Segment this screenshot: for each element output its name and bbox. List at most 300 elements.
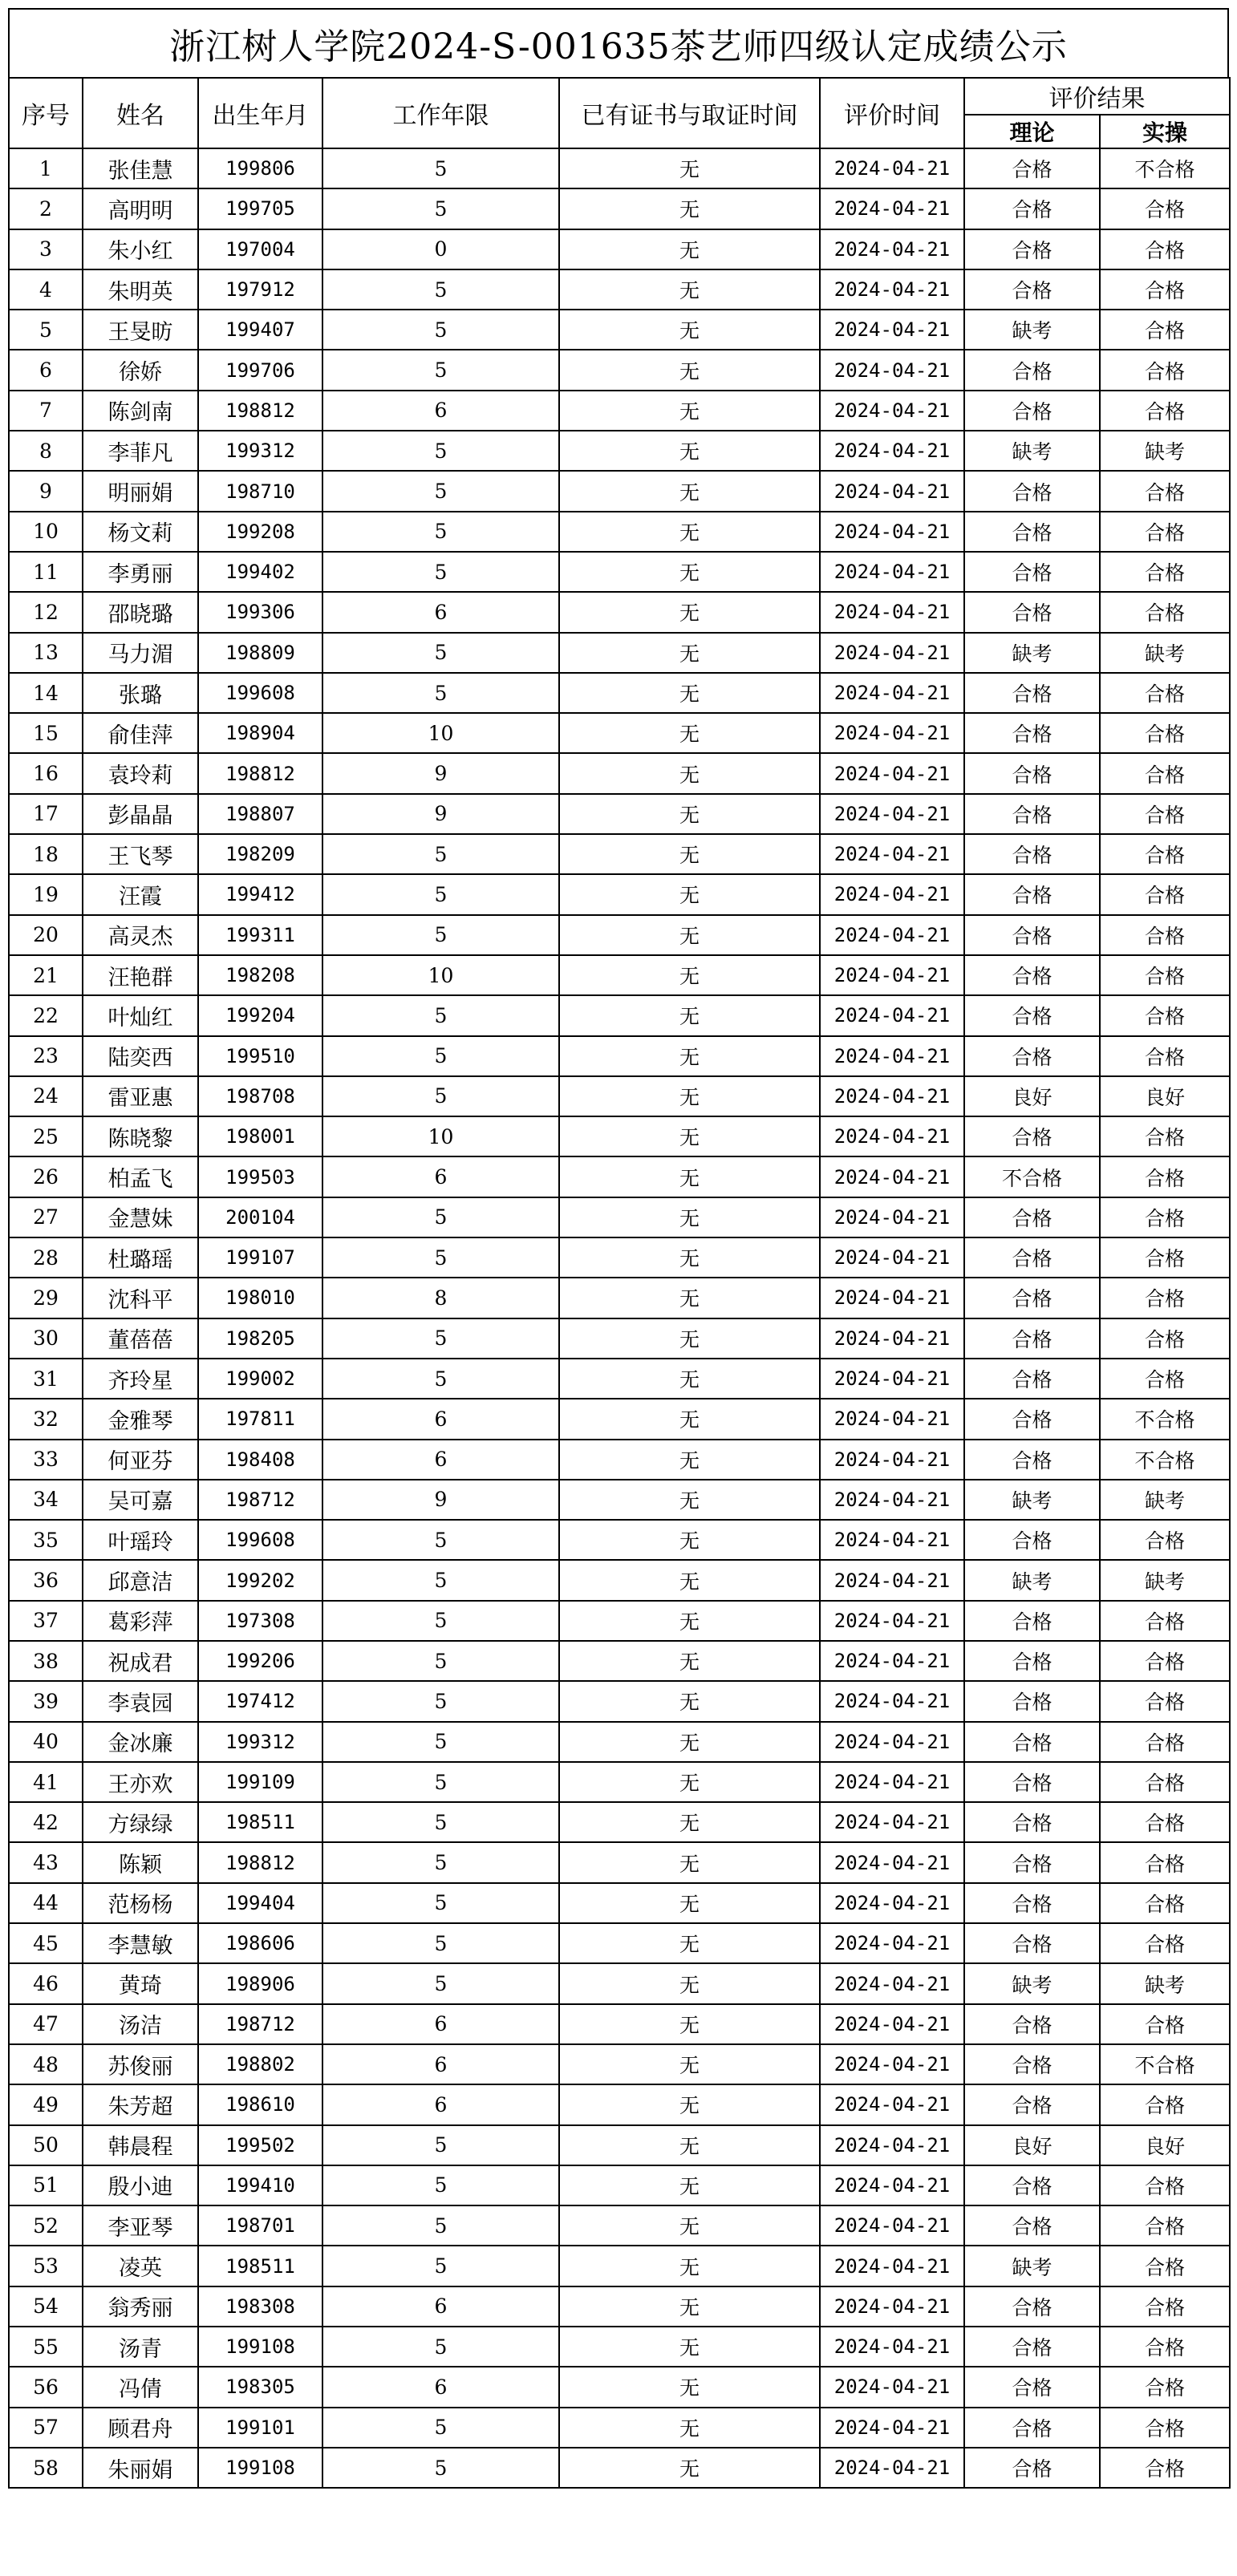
cell-index: 42 bbox=[9, 1802, 83, 1842]
cell-theory-result: 缺考 bbox=[964, 633, 1100, 673]
cell-birth: 198010 bbox=[198, 1278, 322, 1318]
cell-name: 明丽娟 bbox=[83, 471, 198, 511]
cell-work-years: 6 bbox=[322, 2004, 559, 2044]
cell-certificate: 无 bbox=[559, 794, 820, 834]
cell-certificate: 无 bbox=[559, 148, 820, 188]
cell-name: 范杨杨 bbox=[83, 1883, 198, 1923]
cell-name: 葛彩萍 bbox=[83, 1601, 198, 1641]
cell-practice-result: 合格 bbox=[1100, 2286, 1230, 2327]
header-result: 评价结果 bbox=[964, 78, 1230, 115]
cell-index: 26 bbox=[9, 1156, 83, 1197]
cell-theory-result: 良好 bbox=[964, 2125, 1100, 2165]
cell-eval-date: 2024-04-21 bbox=[820, 713, 964, 753]
cell-work-years: 5 bbox=[322, 350, 559, 390]
cell-work-years: 5 bbox=[322, 148, 559, 188]
cell-work-years: 5 bbox=[322, 1318, 559, 1359]
cell-practice-result: 合格 bbox=[1100, 1116, 1230, 1156]
cell-birth: 199109 bbox=[198, 1762, 322, 1802]
cell-certificate: 无 bbox=[559, 2084, 820, 2124]
cell-index: 22 bbox=[9, 995, 83, 1035]
cell-name: 陈晓黎 bbox=[83, 1116, 198, 1156]
cell-practice-result: 合格 bbox=[1100, 269, 1230, 310]
cell-birth: 198712 bbox=[198, 1480, 322, 1520]
cell-name: 马力湄 bbox=[83, 633, 198, 673]
cell-name: 殷小迪 bbox=[83, 2165, 198, 2205]
cell-practice-result: 合格 bbox=[1100, 1641, 1230, 1681]
cell-index: 4 bbox=[9, 269, 83, 310]
cell-name: 邵晓璐 bbox=[83, 592, 198, 632]
cell-index: 56 bbox=[9, 2367, 83, 2407]
cell-certificate: 无 bbox=[559, 1359, 820, 1399]
cell-work-years: 5 bbox=[322, 1560, 559, 1600]
cell-birth: 198904 bbox=[198, 713, 322, 753]
table-row bbox=[9, 431, 1230, 471]
cell-birth: 198812 bbox=[198, 391, 322, 431]
cell-theory-result: 合格 bbox=[964, 1237, 1100, 1278]
cell-name: 何亚芬 bbox=[83, 1440, 198, 1480]
cell-index: 53 bbox=[9, 2246, 83, 2286]
cell-name: 韩晨程 bbox=[83, 2125, 198, 2165]
cell-practice-result: 合格 bbox=[1100, 2408, 1230, 2448]
table-row bbox=[9, 1156, 1230, 1197]
cell-practice-result: 合格 bbox=[1100, 1601, 1230, 1641]
header-index: 序号 bbox=[9, 78, 83, 148]
cell-index: 31 bbox=[9, 1359, 83, 1399]
cell-work-years: 6 bbox=[322, 2286, 559, 2327]
cell-practice-result: 合格 bbox=[1100, 1883, 1230, 1923]
cell-index: 38 bbox=[9, 1641, 83, 1681]
cell-certificate: 无 bbox=[559, 713, 820, 753]
cell-work-years: 6 bbox=[322, 2367, 559, 2407]
cell-name: 袁玲莉 bbox=[83, 753, 198, 793]
cell-certificate: 无 bbox=[559, 1036, 820, 1076]
cell-index: 45 bbox=[9, 1923, 83, 1963]
table-row bbox=[9, 2044, 1230, 2084]
cell-birth: 197811 bbox=[198, 1399, 322, 1439]
table-row bbox=[9, 1116, 1230, 1156]
cell-birth: 198001 bbox=[198, 1116, 322, 1156]
cell-birth: 198802 bbox=[198, 2044, 322, 2084]
cell-theory-result: 合格 bbox=[964, 229, 1100, 269]
cell-name: 汪艳群 bbox=[83, 955, 198, 995]
cell-theory-result: 合格 bbox=[964, 1923, 1100, 1963]
cell-practice-result: 合格 bbox=[1100, 592, 1230, 632]
table-row bbox=[9, 1923, 1230, 1963]
cell-index: 48 bbox=[9, 2044, 83, 2084]
cell-theory-result: 合格 bbox=[964, 1359, 1100, 1399]
cell-birth: 199806 bbox=[198, 148, 322, 188]
cell-work-years: 5 bbox=[322, 1520, 559, 1560]
cell-certificate: 无 bbox=[559, 915, 820, 955]
cell-name: 朱丽娟 bbox=[83, 2448, 198, 2488]
cell-certificate: 无 bbox=[559, 753, 820, 793]
cell-birth: 199608 bbox=[198, 1520, 322, 1560]
cell-birth: 198606 bbox=[198, 1923, 322, 1963]
cell-name: 邱意洁 bbox=[83, 1560, 198, 1600]
header-work-years: 工作年限 bbox=[322, 78, 559, 148]
cell-work-years: 5 bbox=[322, 1762, 559, 1802]
table-row bbox=[9, 552, 1230, 592]
cell-certificate: 无 bbox=[559, 1480, 820, 1520]
cell-practice-result: 缺考 bbox=[1100, 1963, 1230, 2003]
cell-certificate: 无 bbox=[559, 955, 820, 995]
cell-certificate: 无 bbox=[559, 995, 820, 1035]
cell-certificate: 无 bbox=[559, 1520, 820, 1560]
cell-practice-result: 合格 bbox=[1100, 2327, 1230, 2367]
table-row bbox=[9, 1802, 1230, 1842]
cell-eval-date: 2024-04-21 bbox=[820, 1560, 964, 1600]
cell-name: 杜璐瑶 bbox=[83, 1237, 198, 1278]
cell-theory-result: 合格 bbox=[964, 1036, 1100, 1076]
table-row bbox=[9, 2004, 1230, 2044]
cell-practice-result: 合格 bbox=[1100, 915, 1230, 955]
cell-work-years: 10 bbox=[322, 713, 559, 753]
cell-practice-result: 合格 bbox=[1100, 834, 1230, 874]
cell-practice-result: 合格 bbox=[1100, 1359, 1230, 1399]
cell-certificate: 无 bbox=[559, 431, 820, 471]
cell-work-years: 0 bbox=[322, 229, 559, 269]
cell-practice-result: 合格 bbox=[1100, 1278, 1230, 1318]
cell-birth: 198511 bbox=[198, 2246, 322, 2286]
cell-theory-result: 合格 bbox=[964, 2327, 1100, 2367]
cell-theory-result: 缺考 bbox=[964, 1480, 1100, 1520]
cell-theory-result: 合格 bbox=[964, 794, 1100, 834]
cell-theory-result: 合格 bbox=[964, 834, 1100, 874]
cell-work-years: 9 bbox=[322, 794, 559, 834]
cell-birth: 198712 bbox=[198, 2004, 322, 2044]
cell-theory-result: 合格 bbox=[964, 1802, 1100, 1842]
cell-theory-result: 良好 bbox=[964, 1076, 1100, 1116]
cell-name: 朱明英 bbox=[83, 269, 198, 310]
cell-index: 13 bbox=[9, 633, 83, 673]
cell-birth: 198812 bbox=[198, 753, 322, 793]
cell-practice-result: 合格 bbox=[1100, 713, 1230, 753]
cell-work-years: 6 bbox=[322, 2044, 559, 2084]
cell-practice-result: 缺考 bbox=[1100, 431, 1230, 471]
cell-work-years: 5 bbox=[322, 874, 559, 914]
cell-certificate: 无 bbox=[559, 2246, 820, 2286]
cell-birth: 198701 bbox=[198, 2205, 322, 2246]
cell-index: 54 bbox=[9, 2286, 83, 2327]
cell-index: 16 bbox=[9, 753, 83, 793]
cell-certificate: 无 bbox=[559, 2044, 820, 2084]
cell-work-years: 5 bbox=[322, 1722, 559, 1762]
cell-practice-result: 合格 bbox=[1100, 1520, 1230, 1560]
cell-index: 52 bbox=[9, 2205, 83, 2246]
cell-practice-result: 合格 bbox=[1100, 2004, 1230, 2044]
cell-eval-date: 2024-04-21 bbox=[820, 471, 964, 511]
cell-practice-result: 合格 bbox=[1100, 1156, 1230, 1197]
cell-birth: 199108 bbox=[198, 2448, 322, 2488]
cell-work-years: 5 bbox=[322, 834, 559, 874]
cell-certificate: 无 bbox=[559, 1197, 820, 1237]
cell-theory-result: 合格 bbox=[964, 2367, 1100, 2407]
cell-certificate: 无 bbox=[559, 310, 820, 350]
cell-practice-result: 合格 bbox=[1100, 2205, 1230, 2246]
cell-practice-result: 合格 bbox=[1100, 1923, 1230, 1963]
cell-practice-result: 良好 bbox=[1100, 1076, 1230, 1116]
cell-practice-result: 合格 bbox=[1100, 1762, 1230, 1802]
cell-name: 李袁园 bbox=[83, 1681, 198, 1721]
table-row bbox=[9, 1601, 1230, 1641]
cell-certificate: 无 bbox=[559, 2408, 820, 2448]
table-row bbox=[9, 1963, 1230, 2003]
cell-index: 14 bbox=[9, 673, 83, 713]
cell-birth: 198308 bbox=[198, 2286, 322, 2327]
cell-certificate: 无 bbox=[559, 2448, 820, 2488]
cell-name: 李勇丽 bbox=[83, 552, 198, 592]
cell-name: 杨文莉 bbox=[83, 512, 198, 552]
cell-theory-result: 合格 bbox=[964, 188, 1100, 229]
table-row bbox=[9, 955, 1230, 995]
cell-birth: 197912 bbox=[198, 269, 322, 310]
cell-theory-result: 合格 bbox=[964, 471, 1100, 511]
header-eval-date: 评价时间 bbox=[820, 78, 964, 148]
cell-work-years: 6 bbox=[322, 1399, 559, 1439]
table-row bbox=[9, 1520, 1230, 1560]
cell-birth: 198708 bbox=[198, 1076, 322, 1116]
cell-birth: 199510 bbox=[198, 1036, 322, 1076]
cell-work-years: 6 bbox=[322, 1156, 559, 1197]
cell-birth: 199705 bbox=[198, 188, 322, 229]
cell-work-years: 5 bbox=[322, 995, 559, 1035]
table-row bbox=[9, 592, 1230, 632]
cell-eval-date: 2024-04-21 bbox=[820, 2084, 964, 2124]
cell-certificate: 无 bbox=[559, 350, 820, 390]
cell-theory-result: 缺考 bbox=[964, 1963, 1100, 2003]
cell-practice-result: 缺考 bbox=[1100, 633, 1230, 673]
cell-name: 李慧敏 bbox=[83, 1923, 198, 1963]
cell-index: 25 bbox=[9, 1116, 83, 1156]
cell-index: 30 bbox=[9, 1318, 83, 1359]
cell-index: 10 bbox=[9, 512, 83, 552]
cell-birth: 198511 bbox=[198, 1802, 322, 1842]
table-row bbox=[9, 1399, 1230, 1439]
cell-name: 汤青 bbox=[83, 2327, 198, 2367]
cell-birth: 197308 bbox=[198, 1601, 322, 1641]
cell-practice-result: 不合格 bbox=[1100, 2044, 1230, 2084]
cell-eval-date: 2024-04-21 bbox=[820, 1440, 964, 1480]
cell-certificate: 无 bbox=[559, 834, 820, 874]
cell-theory-result: 合格 bbox=[964, 673, 1100, 713]
cell-eval-date: 2024-04-21 bbox=[820, 188, 964, 229]
cell-eval-date: 2024-04-21 bbox=[820, 148, 964, 188]
cell-eval-date: 2024-04-21 bbox=[820, 1318, 964, 1359]
cell-work-years: 5 bbox=[322, 2205, 559, 2246]
cell-index: 8 bbox=[9, 431, 83, 471]
cell-eval-date: 2024-04-21 bbox=[820, 1923, 964, 1963]
cell-eval-date: 2024-04-21 bbox=[820, 2165, 964, 2205]
cell-practice-result: 合格 bbox=[1100, 673, 1230, 713]
cell-theory-result: 合格 bbox=[964, 2286, 1100, 2327]
cell-name: 翁秀丽 bbox=[83, 2286, 198, 2327]
cell-name: 沈科平 bbox=[83, 1278, 198, 1318]
cell-work-years: 5 bbox=[322, 1036, 559, 1076]
cell-certificate: 无 bbox=[559, 1076, 820, 1116]
cell-birth: 198809 bbox=[198, 633, 322, 673]
cell-name: 方绿绿 bbox=[83, 1802, 198, 1842]
cell-eval-date: 2024-04-21 bbox=[820, 1480, 964, 1520]
cell-theory-result: 合格 bbox=[964, 2448, 1100, 2488]
cell-index: 15 bbox=[9, 713, 83, 753]
cell-theory-result: 合格 bbox=[964, 1842, 1100, 1882]
cell-birth: 199402 bbox=[198, 552, 322, 592]
table-row bbox=[9, 753, 1230, 793]
cell-index: 17 bbox=[9, 794, 83, 834]
cell-work-years: 5 bbox=[322, 1842, 559, 1882]
header-name: 姓名 bbox=[83, 78, 198, 148]
cell-birth: 199311 bbox=[198, 915, 322, 955]
cell-work-years: 5 bbox=[322, 2125, 559, 2165]
cell-index: 6 bbox=[9, 350, 83, 390]
cell-index: 58 bbox=[9, 2448, 83, 2488]
cell-name: 彭晶晶 bbox=[83, 794, 198, 834]
cell-work-years: 5 bbox=[322, 1923, 559, 1963]
cell-practice-result: 合格 bbox=[1100, 310, 1230, 350]
cell-practice-result: 不合格 bbox=[1100, 1399, 1230, 1439]
cell-index: 12 bbox=[9, 592, 83, 632]
cell-birth: 199107 bbox=[198, 1237, 322, 1278]
cell-theory-result: 合格 bbox=[964, 2408, 1100, 2448]
cell-name: 祝成君 bbox=[83, 1641, 198, 1681]
cell-theory-result: 合格 bbox=[964, 269, 1100, 310]
cell-eval-date: 2024-04-21 bbox=[820, 1278, 964, 1318]
table-row bbox=[9, 1440, 1230, 1480]
cell-birth: 199608 bbox=[198, 673, 322, 713]
cell-index: 7 bbox=[9, 391, 83, 431]
cell-index: 11 bbox=[9, 552, 83, 592]
cell-birth: 199312 bbox=[198, 1722, 322, 1762]
cell-eval-date: 2024-04-21 bbox=[820, 1842, 964, 1882]
cell-practice-result: 合格 bbox=[1100, 1681, 1230, 1721]
cell-certificate: 无 bbox=[559, 673, 820, 713]
table-row bbox=[9, 148, 1230, 188]
cell-index: 41 bbox=[9, 1762, 83, 1802]
table-row bbox=[9, 1560, 1230, 1600]
cell-work-years: 5 bbox=[322, 1963, 559, 2003]
cell-work-years: 5 bbox=[322, 431, 559, 471]
table-row bbox=[9, 188, 1230, 229]
cell-eval-date: 2024-04-21 bbox=[820, 995, 964, 1035]
cell-theory-result: 合格 bbox=[964, 350, 1100, 390]
cell-birth: 199108 bbox=[198, 2327, 322, 2367]
cell-practice-result: 合格 bbox=[1100, 188, 1230, 229]
cell-practice-result: 合格 bbox=[1100, 1197, 1230, 1237]
cell-practice-result: 合格 bbox=[1100, 471, 1230, 511]
cell-certificate: 无 bbox=[559, 391, 820, 431]
cell-name: 金慧妹 bbox=[83, 1197, 198, 1237]
cell-theory-result: 缺考 bbox=[964, 1560, 1100, 1600]
cell-birth: 199404 bbox=[198, 1883, 322, 1923]
cell-name: 叶瑶玲 bbox=[83, 1520, 198, 1560]
header-practice: 实操 bbox=[1100, 115, 1230, 148]
cell-name: 董蓓蓓 bbox=[83, 1318, 198, 1359]
cell-index: 35 bbox=[9, 1520, 83, 1560]
cell-name: 苏俊丽 bbox=[83, 2044, 198, 2084]
cell-theory-result: 合格 bbox=[964, 955, 1100, 995]
page-title: 浙江树人学院2024-S-001635茶艺师四级认定成绩公示 bbox=[8, 8, 1229, 77]
cell-certificate: 无 bbox=[559, 1237, 820, 1278]
cell-eval-date: 2024-04-21 bbox=[820, 2448, 964, 2488]
cell-certificate: 无 bbox=[559, 1440, 820, 1480]
cell-name: 张璐 bbox=[83, 673, 198, 713]
cell-name: 陈剑南 bbox=[83, 391, 198, 431]
cell-certificate: 无 bbox=[559, 1802, 820, 1842]
cell-index: 36 bbox=[9, 1560, 83, 1600]
cell-index: 43 bbox=[9, 1842, 83, 1882]
cell-work-years: 5 bbox=[322, 915, 559, 955]
cell-eval-date: 2024-04-21 bbox=[820, 1036, 964, 1076]
cell-work-years: 5 bbox=[322, 2165, 559, 2205]
cell-index: 55 bbox=[9, 2327, 83, 2367]
cell-birth: 200104 bbox=[198, 1197, 322, 1237]
table-row bbox=[9, 310, 1230, 350]
cell-certificate: 无 bbox=[559, 1963, 820, 2003]
cell-name: 叶灿红 bbox=[83, 995, 198, 1035]
cell-certificate: 无 bbox=[559, 1601, 820, 1641]
cell-index: 28 bbox=[9, 1237, 83, 1278]
cell-index: 51 bbox=[9, 2165, 83, 2205]
table-row bbox=[9, 1842, 1230, 1882]
cell-name: 朱小红 bbox=[83, 229, 198, 269]
cell-eval-date: 2024-04-21 bbox=[820, 2286, 964, 2327]
cell-theory-result: 合格 bbox=[964, 874, 1100, 914]
cell-theory-result: 合格 bbox=[964, 148, 1100, 188]
cell-work-years: 5 bbox=[322, 633, 559, 673]
cell-certificate: 无 bbox=[559, 633, 820, 673]
cell-name: 金雅琴 bbox=[83, 1399, 198, 1439]
cell-birth: 198710 bbox=[198, 471, 322, 511]
cell-practice-result: 合格 bbox=[1100, 350, 1230, 390]
cell-theory-result: 不合格 bbox=[964, 1156, 1100, 1197]
cell-theory-result: 合格 bbox=[964, 2205, 1100, 2246]
cell-name: 高明明 bbox=[83, 188, 198, 229]
cell-theory-result: 合格 bbox=[964, 2004, 1100, 2044]
cell-work-years: 9 bbox=[322, 753, 559, 793]
cell-theory-result: 合格 bbox=[964, 2044, 1100, 2084]
table-row bbox=[9, 2165, 1230, 2205]
cell-eval-date: 2024-04-21 bbox=[820, 1641, 964, 1681]
cell-index: 37 bbox=[9, 1601, 83, 1641]
cell-practice-result: 良好 bbox=[1100, 2125, 1230, 2165]
cell-work-years: 5 bbox=[322, 188, 559, 229]
cell-theory-result: 合格 bbox=[964, 2084, 1100, 2124]
cell-name: 金冰廉 bbox=[83, 1722, 198, 1762]
cell-index: 49 bbox=[9, 2084, 83, 2124]
cell-certificate: 无 bbox=[559, 2367, 820, 2407]
cell-eval-date: 2024-04-21 bbox=[820, 1156, 964, 1197]
cell-eval-date: 2024-04-21 bbox=[820, 592, 964, 632]
cell-work-years: 9 bbox=[322, 1480, 559, 1520]
cell-work-years: 5 bbox=[322, 1601, 559, 1641]
cell-birth: 198408 bbox=[198, 1440, 322, 1480]
cell-theory-result: 合格 bbox=[964, 1116, 1100, 1156]
cell-index: 19 bbox=[9, 874, 83, 914]
cell-index: 47 bbox=[9, 2004, 83, 2044]
cell-name: 吴可嘉 bbox=[83, 1480, 198, 1520]
table-row bbox=[9, 229, 1230, 269]
cell-certificate: 无 bbox=[559, 592, 820, 632]
cell-practice-result: 合格 bbox=[1100, 552, 1230, 592]
cell-practice-result: 合格 bbox=[1100, 391, 1230, 431]
cell-theory-result: 合格 bbox=[964, 552, 1100, 592]
cell-birth: 199312 bbox=[198, 431, 322, 471]
cell-certificate: 无 bbox=[559, 1762, 820, 1802]
cell-practice-result: 合格 bbox=[1100, 955, 1230, 995]
cell-theory-result: 合格 bbox=[964, 1641, 1100, 1681]
table-row bbox=[9, 1278, 1230, 1318]
cell-practice-result: 合格 bbox=[1100, 995, 1230, 1035]
